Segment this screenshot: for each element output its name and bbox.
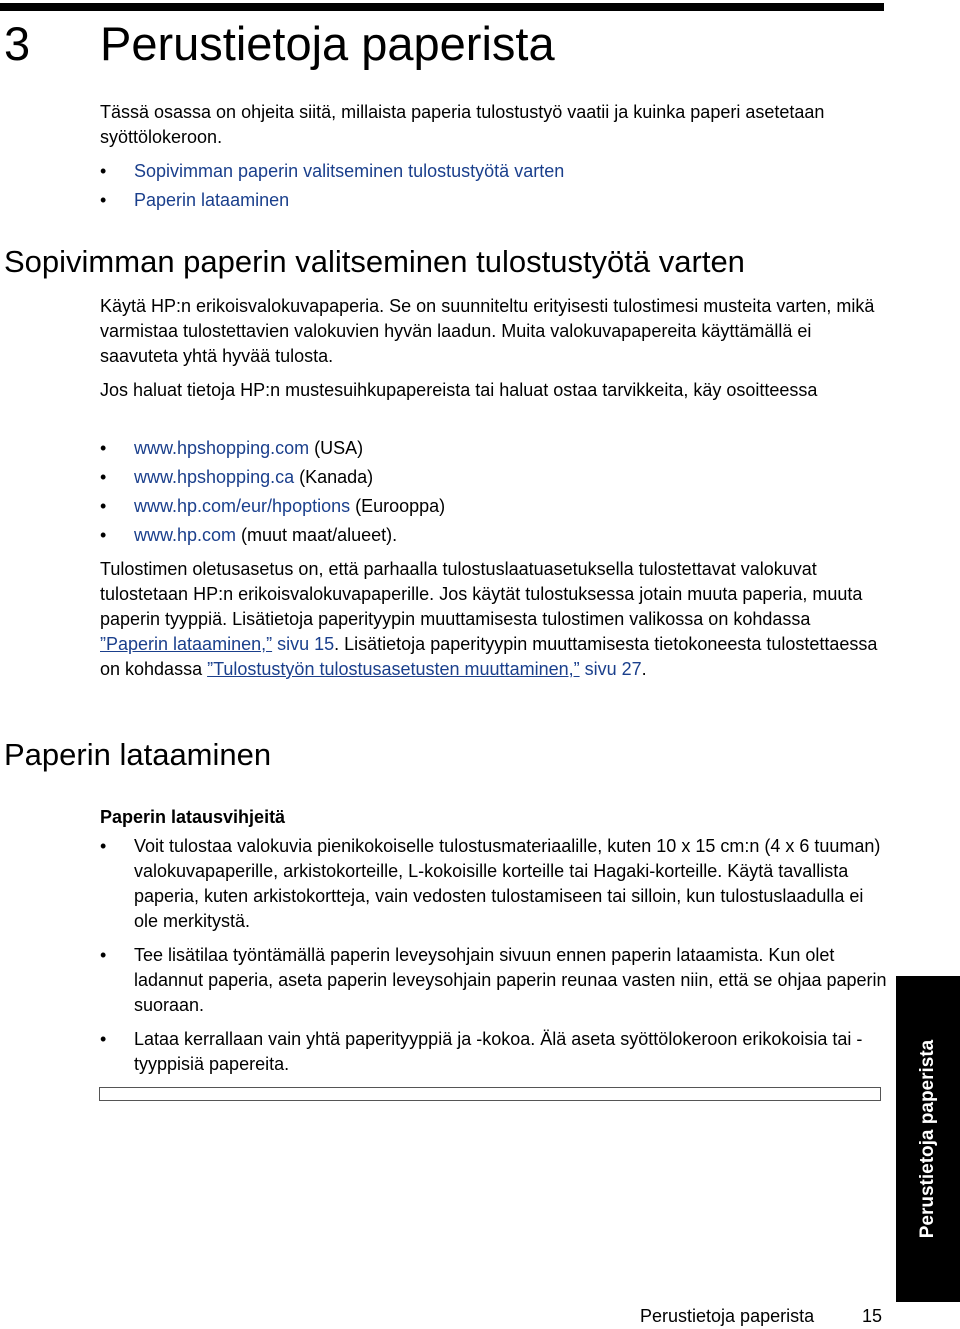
shop-link-item — [100, 521, 445, 550]
toc-link-load-paper[interactable]: Paperin lataaminen — [134, 190, 290, 210]
link-hp-eur-hpoptions[interactable]: www.hp.com/eur/hpoptions — [134, 496, 351, 516]
shop-link-item — [100, 463, 445, 492]
toc-list — [100, 157, 564, 215]
load-tips-list — [100, 834, 890, 1077]
footer-title: Perustietoja paperista — [640, 1306, 815, 1326]
load-tip-item: • Lataa kerrallaan vain yhtä paperityyppiä ja -kokoa. Älä aseta syöttölokeroon erikokoisia tai -tyyppisiä papereita. — [100, 1027, 890, 1077]
link-note: (muut maat/alueet). — [236, 525, 398, 545]
side-tab-label: Perustietoja paperista — [917, 1039, 938, 1239]
load-tip-item: • Tee lisätilaa työntämällä paperin leveysohjain sivuun ennen paperin lataamista. Kun olet ladannut paperia, aseta paperin leveysohjain paperin reunaa vasten niin, että se ohjaa paperin suoraan. — [100, 943, 890, 1018]
shop-link-item — [100, 492, 445, 521]
link-hpshopping-ca[interactable]: www.hpshopping.ca — [134, 467, 295, 487]
toc-item — [100, 157, 564, 186]
section-heading-select-paper: Sopivimman paperin valitseminen tulostustyötä varten — [4, 244, 745, 279]
link-note: (Eurooppa) — [350, 496, 446, 516]
select-paper-paragraph-3: Tulostimen oletusasetus on, että parhaalla tulostuslaatuasetuksella tulostettavat valokuvat tulostetaan HP:n erikoisvalokuvapaperille. Jos käytät tulostuksessa jotain muuta paperia, muuta paperin tyyppiä. Lisätietoja paperityypin muuttamisesta tulostimen valikossa on kohdassa ”Paperin lataaminen,” sivu 15. Lisätietoja paperityypin muuttamisesta tietokoneesta tulostettaessa on kohdassa ”Tulostustyön tulostusasetusten muuttaminen,” sivu 27. — [100, 559, 878, 679]
intro-paragraph: Tässä osassa on ohjeita siitä, millaista paperia tulostustyö vaatii ja kuinka paperi asetetaan syöttölokeroon. — [100, 102, 825, 147]
top-rule — [0, 3, 884, 11]
link-note: (USA) — [309, 438, 364, 458]
load-tip-item: • Voit tulostaa valokuvia pienikokoiselle tulostusmateriaalille, kuten 10 x 15 cm:n (4 x 6 tuuman) valokuvapaperille, arkistokorteille, L-kokoisille korteille tai Hagaki-korteille. Käytä tavallista paperia, kuten arkistokortteja, vain vedosten tulostamiseen tai silloin, kun tulostuslaadulla ei ole merkitystä. — [100, 834, 890, 934]
shop-link-item — [100, 434, 445, 463]
footer-page-number: 15 — [862, 1306, 883, 1326]
shop-links-list — [100, 434, 445, 550]
chapter-side-tab — [896, 976, 960, 1302]
toc-link-select-paper[interactable]: Sopivimman paperin valitseminen tulostustyötä varten — [134, 161, 565, 181]
chapter-number: 3 — [4, 17, 31, 70]
link-hp-com[interactable]: www.hp.com — [134, 525, 237, 545]
subheading-load-tips: Paperin latausvihjeitä — [100, 807, 286, 827]
link-hpshopping-com[interactable]: www.hpshopping.com — [134, 438, 310, 458]
select-paper-paragraph-2: Jos haluat tietoja HP:n mustesuihkupapereista tai haluat ostaa tarvikkeita, käy osoitteessa — [100, 380, 818, 400]
toc-item — [100, 186, 564, 215]
xref-tulostusasetukset[interactable]: ”Tulostustyön tulostusasetusten muuttaminen,” sivu 27 — [207, 659, 642, 679]
link-note: (Kanada) — [294, 467, 374, 487]
chapter-title-text: Perustietoja paperista — [100, 17, 555, 70]
chapter-title — [4, 14, 555, 74]
section-heading-load-paper: Paperin lataaminen — [4, 737, 272, 772]
xref-paperin-lataaminen[interactable]: ”Paperin lataaminen,” sivu 15 — [100, 634, 335, 654]
select-paper-paragraph-1: Käytä HP:n erikoisvalokuvapaperia. Se on suunniteltu erityisesti tulostimesi musteita varten, mikä varmistaa tulostettavien valokuvien hyvän laadun. Muita valokuvapapereita käyttämällä ei saavuteta yhtä hyvää tulosta. — [100, 296, 875, 366]
empty-note-box — [99, 1087, 881, 1101]
